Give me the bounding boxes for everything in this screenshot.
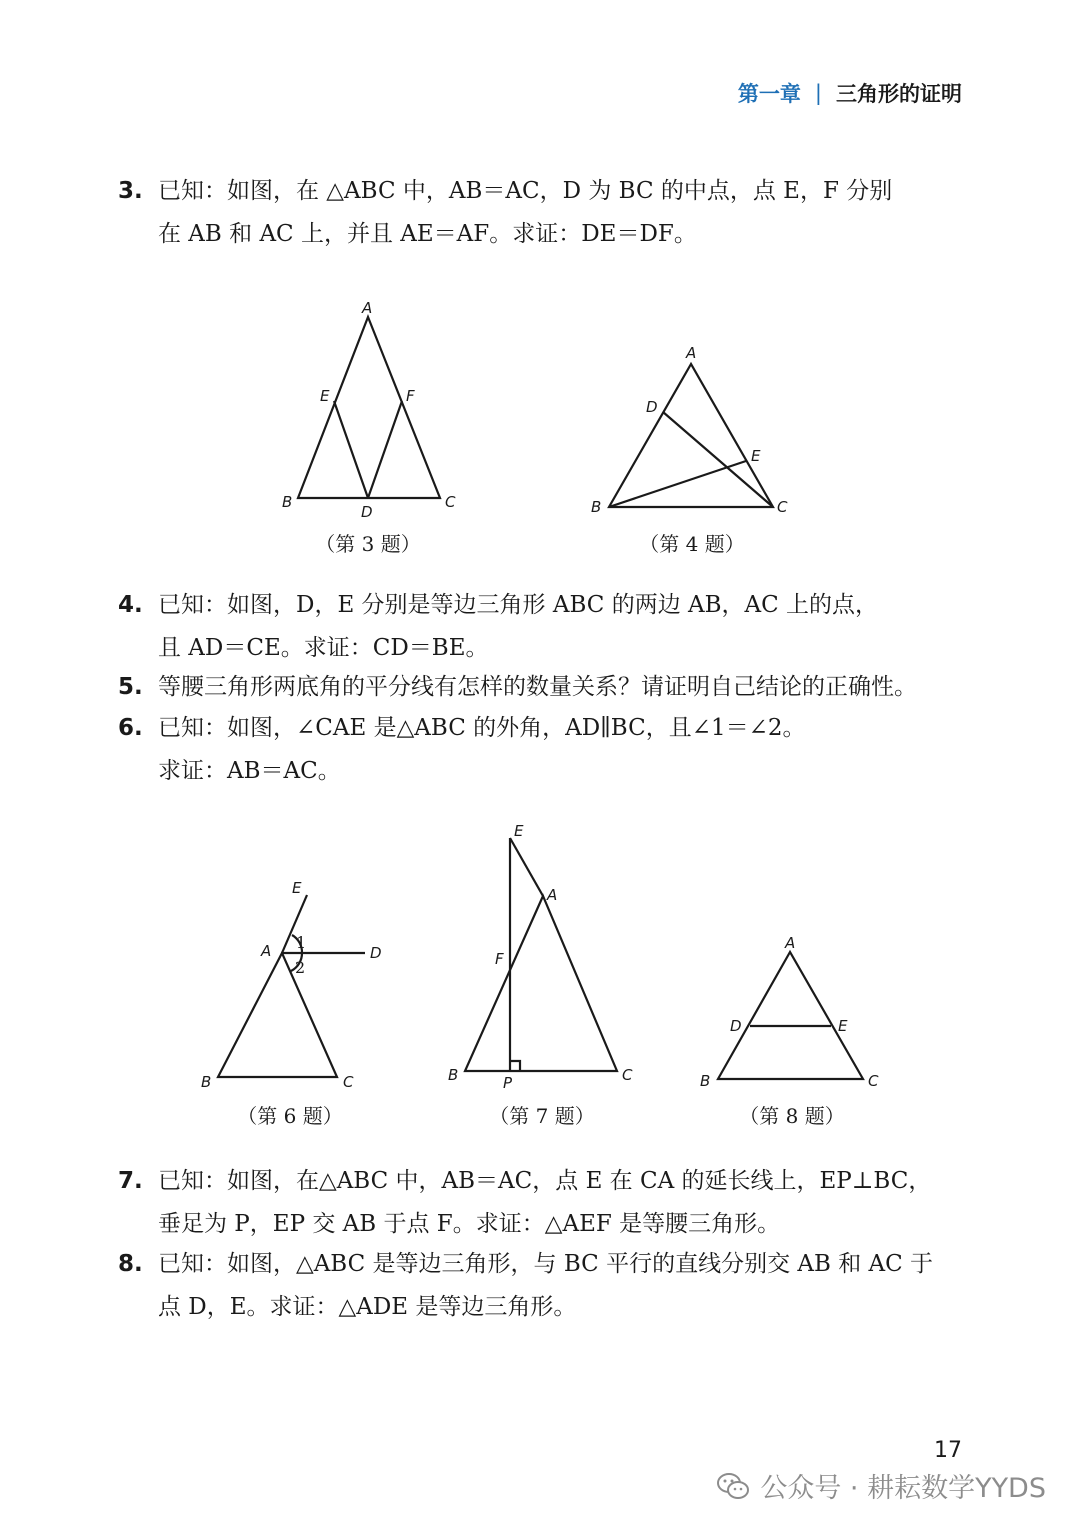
point-label-a: A	[686, 344, 697, 362]
problem-text	[158, 170, 963, 256]
figure-4-diagram	[585, 340, 800, 525]
problem-text	[158, 1243, 963, 1329]
figure-7	[440, 818, 650, 1093]
problem-text	[158, 584, 963, 670]
section-title: 三角形的证明	[836, 82, 962, 106]
point-label-d: D	[646, 398, 658, 416]
problem-number: 6.	[118, 715, 143, 741]
problem-8	[118, 1243, 963, 1329]
problem-text	[158, 666, 963, 709]
point-label-e: E	[838, 1017, 848, 1035]
figure-8	[695, 930, 895, 1095]
watermark-text: 公众号 · 耕耘数学YYDS	[760, 1473, 1046, 1504]
page-number: 17	[934, 1438, 962, 1463]
point-label-c: C	[868, 1072, 879, 1090]
point-label-d: D	[370, 944, 382, 962]
point-label-a: A	[547, 886, 558, 904]
point-label-e: E	[320, 387, 330, 405]
point-label-c: C	[445, 493, 456, 511]
problem-number: 3.	[118, 178, 143, 204]
problem-line: 垂足为 P，EP 交 AB 于点 F。求证：△AEF 是等腰三角形。	[158, 1211, 781, 1237]
figure-7-diagram	[440, 818, 650, 1093]
point-label-p: P	[503, 1074, 513, 1092]
angle-label-1: 1	[296, 933, 307, 952]
point-label-d: D	[361, 503, 373, 521]
problem-number: 8.	[118, 1251, 143, 1277]
problem-text	[158, 1160, 963, 1246]
point-label-b: B	[282, 493, 293, 511]
figure-6-diagram	[195, 875, 395, 1095]
figure-3	[270, 295, 470, 525]
problem-line: 点 D，E。求证：△ADE 是等边三角形。	[158, 1294, 577, 1320]
figure-8-caption: （第 8 题）	[739, 1104, 845, 1128]
problem-line: 已知：如图，△ABC 是等边三角形，与 BC 平行的直线分别交 AB 和 AC 于	[158, 1251, 934, 1277]
problem-line: 已知：如图，∠CAE 是△ABC 的外角，AD∥BC，且∠1＝∠2。	[158, 715, 806, 741]
figure-6-caption: （第 6 题）	[237, 1104, 343, 1128]
point-label-a: A	[785, 934, 796, 952]
point-label-f: F	[406, 387, 415, 405]
problem-7	[118, 1160, 963, 1246]
figure-3-caption: （第 3 题）	[315, 532, 421, 556]
problem-number: 4.	[118, 592, 143, 618]
point-label-c: C	[343, 1073, 354, 1091]
point-label-e: E	[751, 447, 761, 465]
point-label-e: E	[514, 822, 524, 840]
point-label-a: A	[362, 299, 373, 317]
problem-text	[158, 707, 963, 793]
problem-line: 已知：如图，D，E 分别是等边三角形 ABC 的两边 AB，AC 上的点，	[158, 592, 879, 618]
figure-3-diagram	[270, 295, 470, 525]
chapter-title: 第一章	[737, 82, 801, 106]
problem-line: 等腰三角形两底角的平分线有怎样的数量关系？请证明自己结论的正确性。	[158, 674, 917, 700]
point-label-b: B	[700, 1072, 711, 1090]
figure-4-caption: （第 4 题）	[639, 532, 745, 556]
problem-number: 7.	[118, 1168, 143, 1194]
figure-4	[585, 340, 800, 525]
point-label-b: B	[448, 1066, 459, 1084]
figure-6	[195, 875, 395, 1095]
running-header	[738, 78, 962, 108]
figure-7-caption: （第 7 题）	[489, 1104, 595, 1128]
wechat-icon	[716, 1471, 750, 1501]
angle-label-2: 2	[295, 958, 306, 977]
point-label-c: C	[622, 1066, 633, 1084]
point-label-b: B	[591, 498, 602, 516]
problem-5	[118, 666, 963, 709]
problem-3	[118, 170, 963, 256]
problem-line: 已知：如图，在△ABC 中，AB＝AC，点 E 在 CA 的延长线上，EP⊥BC，	[158, 1168, 932, 1194]
problem-number: 5.	[118, 674, 143, 700]
point-label-b: B	[201, 1073, 212, 1091]
problem-line: 求证：AB＝AC。	[158, 758, 341, 784]
watermark	[716, 1466, 1046, 1505]
problem-6	[118, 707, 963, 793]
point-label-e: E	[292, 879, 302, 897]
point-label-f: F	[495, 950, 504, 968]
problem-line: 在 AB 和 AC 上，并且 AE＝AF。求证：DE＝DF。	[158, 221, 697, 247]
point-label-c: C	[777, 498, 788, 516]
header-separator: |	[814, 81, 822, 105]
point-label-a: A	[261, 942, 272, 960]
problem-4	[118, 584, 963, 670]
figure-8-diagram	[695, 930, 895, 1095]
problem-line: 已知：如图，在 △ABC 中，AB＝AC，D 为 BC 的中点，点 E，F 分别	[158, 178, 893, 204]
point-label-d: D	[730, 1017, 742, 1035]
problem-line: 且 AD＝CE。求证：CD＝BE。	[158, 635, 489, 661]
